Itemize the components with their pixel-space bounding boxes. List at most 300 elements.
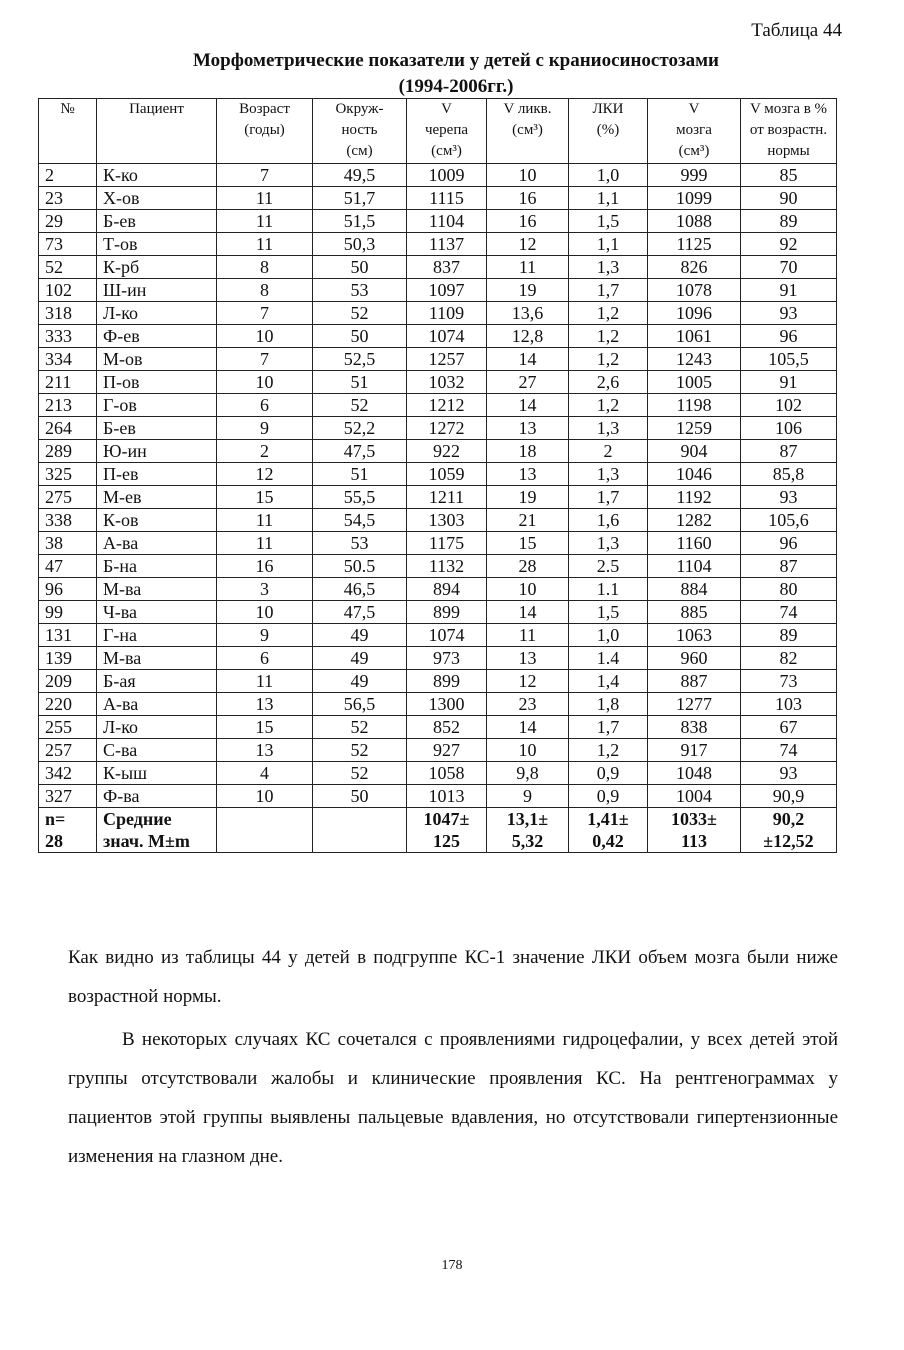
- table-cell: 1,7: [569, 279, 648, 302]
- table-cell: 10: [217, 601, 313, 624]
- totals-row: [39, 808, 837, 853]
- table-cell: 6: [217, 394, 313, 417]
- table-cell: 85: [741, 164, 837, 187]
- header-cell: [39, 99, 97, 164]
- totals-cell-line: 1047±: [423, 809, 470, 829]
- header-cell-line: №: [60, 101, 75, 117]
- table-cell: 16: [487, 210, 569, 233]
- table-row: [39, 716, 837, 739]
- header-cell-line: (годы): [244, 122, 285, 138]
- totals-cell: [569, 808, 648, 853]
- table-cell: 1,3: [569, 256, 648, 279]
- table-cell: 12: [487, 233, 569, 256]
- table-cell: К-ов: [97, 509, 217, 532]
- table-cell: 1,2: [569, 325, 648, 348]
- table-title: [38, 48, 874, 100]
- table-cell: 50.5: [313, 555, 407, 578]
- table-cell: 10: [487, 739, 569, 762]
- table-cell: М-ов: [97, 348, 217, 371]
- table-cell: 29: [39, 210, 97, 233]
- table-cell: 99: [39, 601, 97, 624]
- header-cell-line: черепа: [424, 122, 469, 138]
- table-cell: Т-ов: [97, 233, 217, 256]
- table-cell: 1257: [407, 348, 487, 371]
- table-cell: 10: [217, 785, 313, 808]
- table-cell: 14: [487, 601, 569, 624]
- table-row: [39, 440, 837, 463]
- header-cell: [407, 99, 487, 164]
- totals-cell-line: 1,41±: [587, 809, 629, 829]
- table-cell: Г-ов: [97, 394, 217, 417]
- table-cell: 51,5: [313, 210, 407, 233]
- table-cell: 2: [569, 440, 648, 463]
- table-cell: 904: [648, 440, 741, 463]
- table-cell: 1058: [407, 762, 487, 785]
- header-cell: [313, 99, 407, 164]
- table-cell: 1074: [407, 325, 487, 348]
- table-row: [39, 647, 837, 670]
- table-cell: 837: [407, 256, 487, 279]
- table-cell: 1212: [407, 394, 487, 417]
- table-cell: 8: [217, 256, 313, 279]
- table-cell: 1272: [407, 417, 487, 440]
- table-cell: Г-на: [97, 624, 217, 647]
- table-cell: 52: [313, 302, 407, 325]
- table-row: [39, 670, 837, 693]
- table-cell: 1074: [407, 624, 487, 647]
- table-cell: 325: [39, 463, 97, 486]
- table-cell: 973: [407, 647, 487, 670]
- table-cell: 1004: [648, 785, 741, 808]
- header-cell-line: Пациент: [129, 101, 184, 117]
- table-cell: 11: [487, 256, 569, 279]
- morphometric-table: [38, 98, 837, 853]
- totals-cell-line: n=: [45, 809, 66, 829]
- header-cell-line: (см³): [431, 143, 462, 159]
- header-cell-line: V: [688, 101, 700, 117]
- table-cell: 93: [741, 762, 837, 785]
- table-cell: 1096: [648, 302, 741, 325]
- table-cell: 74: [741, 739, 837, 762]
- table-cell: 50: [313, 325, 407, 348]
- table-cell: 14: [487, 348, 569, 371]
- table-cell: 13: [217, 693, 313, 716]
- table-cell: 51: [313, 371, 407, 394]
- table-title-line-1: Морфометрические показатели у детей с краниосиностозами: [193, 50, 719, 71]
- table-cell: 70: [741, 256, 837, 279]
- table-cell: 333: [39, 325, 97, 348]
- table-cell: 211: [39, 371, 97, 394]
- table-cell: 49: [313, 647, 407, 670]
- table-cell: 899: [407, 601, 487, 624]
- table-cell: 92: [741, 233, 837, 256]
- header-cell-line: Окруж-: [335, 101, 384, 117]
- table-cell: 90,9: [741, 785, 837, 808]
- totals-cell-line: 0,42: [592, 831, 624, 851]
- table-cell: Б-ев: [97, 417, 217, 440]
- table-cell: 47,5: [313, 601, 407, 624]
- table-cell: 139: [39, 647, 97, 670]
- table-cell: 1,0: [569, 164, 648, 187]
- table-row: [39, 302, 837, 325]
- table-cell: 91: [741, 371, 837, 394]
- table-cell: 131: [39, 624, 97, 647]
- header-cell-line: V ликв.: [503, 101, 552, 117]
- table-cell: 10: [217, 325, 313, 348]
- table-cell: 209: [39, 670, 97, 693]
- table-cell: 1.4: [569, 647, 648, 670]
- table-row: [39, 762, 837, 785]
- table-cell: 1104: [407, 210, 487, 233]
- table-cell: 1,4: [569, 670, 648, 693]
- table-cell: 16: [487, 187, 569, 210]
- table-cell: Б-на: [97, 555, 217, 578]
- table-cell: 6: [217, 647, 313, 670]
- table-row: [39, 348, 837, 371]
- table-cell: 1,3: [569, 417, 648, 440]
- table-row: [39, 601, 837, 624]
- table-cell: 53: [313, 279, 407, 302]
- table-cell: 1032: [407, 371, 487, 394]
- table-cell: 93: [741, 302, 837, 325]
- table-cell: 1013: [407, 785, 487, 808]
- table-cell: 50,3: [313, 233, 407, 256]
- header-cell-line: от возрастн.: [749, 122, 828, 138]
- table-cell: 16: [217, 555, 313, 578]
- table-cell: 10: [487, 578, 569, 601]
- table-cell: 1.1: [569, 578, 648, 601]
- table-cell: 960: [648, 647, 741, 670]
- table-cell: 15: [487, 532, 569, 555]
- table-row: [39, 210, 837, 233]
- table-cell: 922: [407, 440, 487, 463]
- table-cell: 0,9: [569, 785, 648, 808]
- table-cell: 220: [39, 693, 97, 716]
- table-cell: 13: [487, 417, 569, 440]
- table-cell: 1,6: [569, 509, 648, 532]
- table-cell: 54,5: [313, 509, 407, 532]
- table-cell: 1,5: [569, 210, 648, 233]
- totals-cell-line: 13,1±: [506, 809, 549, 829]
- totals-cell-line: 1033±: [671, 809, 717, 829]
- table-cell: 1,5: [569, 601, 648, 624]
- totals-cell-line: 125: [433, 831, 460, 851]
- table-cell: 927: [407, 739, 487, 762]
- table-cell: 105,6: [741, 509, 837, 532]
- table-cell: 82: [741, 647, 837, 670]
- table-cell: 894: [407, 578, 487, 601]
- table-cell: Ф-ва: [97, 785, 217, 808]
- table-cell: 1063: [648, 624, 741, 647]
- table-row: [39, 371, 837, 394]
- header-cell-line: V мозга в %: [749, 101, 828, 117]
- table-cell: М-ев: [97, 486, 217, 509]
- table-cell: 1,8: [569, 693, 648, 716]
- table-cell: 1099: [648, 187, 741, 210]
- table-cell: 49,5: [313, 164, 407, 187]
- table-title-line-2: (1994-2006гг.): [398, 76, 514, 97]
- table-cell: 1048: [648, 762, 741, 785]
- table-cell: 1,7: [569, 486, 648, 509]
- table-cell: А-ва: [97, 693, 217, 716]
- table-cell: 8: [217, 279, 313, 302]
- table-row: [39, 256, 837, 279]
- table-cell: 52: [313, 394, 407, 417]
- table-cell: 3: [217, 578, 313, 601]
- table-cell: 46,5: [313, 578, 407, 601]
- table-cell: 1198: [648, 394, 741, 417]
- table-cell: 342: [39, 762, 97, 785]
- table-cell: 1303: [407, 509, 487, 532]
- table-cell: 19: [487, 279, 569, 302]
- page-number: 178: [441, 1258, 463, 1273]
- table-cell: К-рб: [97, 256, 217, 279]
- totals-cell: [407, 808, 487, 853]
- table-cell: 52: [39, 256, 97, 279]
- table-cell: 1243: [648, 348, 741, 371]
- table-cell: 102: [39, 279, 97, 302]
- table-row: [39, 394, 837, 417]
- header-cell-line: мозга: [676, 122, 712, 138]
- table-cell: 1,1: [569, 233, 648, 256]
- table-cell: 852: [407, 716, 487, 739]
- paragraph-2: В некоторых случаях КС сочетался с проявлениями гидроцефалии, у всех детей этой группы отсутствовали жалобы и клинические проявления КС. На рентгенограммах у пациентов этой группы выявлены пальцевые вдавления, но отсутствовали гипертензионные изменения на глазном дне.: [68, 1029, 838, 1167]
- table-cell: 1211: [407, 486, 487, 509]
- totals-cell: [97, 808, 217, 853]
- table-cell: Б-ев: [97, 210, 217, 233]
- table-row: [39, 233, 837, 256]
- table-cell: Л-ко: [97, 716, 217, 739]
- table-cell: 73: [39, 233, 97, 256]
- table-row: [39, 325, 837, 348]
- table-cell: 887: [648, 670, 741, 693]
- table-cell: 264: [39, 417, 97, 440]
- table-cell: 9: [217, 624, 313, 647]
- table-row: [39, 164, 837, 187]
- table-cell: 1259: [648, 417, 741, 440]
- table-cell: 1059: [407, 463, 487, 486]
- table-cell: М-ва: [97, 578, 217, 601]
- table-cell: 11: [217, 670, 313, 693]
- table-cell: 1160: [648, 532, 741, 555]
- table-cell: 13: [487, 463, 569, 486]
- table-cell: 27: [487, 371, 569, 394]
- table-cell: 90: [741, 187, 837, 210]
- table-cell: 1061: [648, 325, 741, 348]
- table-cell: 1009: [407, 164, 487, 187]
- table-cell: 10: [487, 164, 569, 187]
- table-cell: 89: [741, 210, 837, 233]
- totals-cell: [39, 808, 97, 853]
- table-cell: 9: [217, 417, 313, 440]
- table-cell: 1115: [407, 187, 487, 210]
- table-cell: 14: [487, 716, 569, 739]
- table-row: [39, 578, 837, 601]
- table-cell: 19: [487, 486, 569, 509]
- table-cell: 1,7: [569, 716, 648, 739]
- header-cell: [569, 99, 648, 164]
- table-cell: 11: [217, 532, 313, 555]
- table-cell: 1,1: [569, 187, 648, 210]
- totals-cell-line: 113: [680, 831, 707, 851]
- table-body: [39, 164, 837, 853]
- header-cell-line: нормы: [767, 143, 810, 159]
- table-cell: 1175: [407, 532, 487, 555]
- table-cell: 885: [648, 601, 741, 624]
- table-cell: 11: [217, 233, 313, 256]
- table-cell: 85,8: [741, 463, 837, 486]
- table-cell: Ч-ва: [97, 601, 217, 624]
- table-cell: 1005: [648, 371, 741, 394]
- table-cell: 12,8: [487, 325, 569, 348]
- table-cell: 275: [39, 486, 97, 509]
- table-cell: К-ко: [97, 164, 217, 187]
- header-cell-line: ность: [341, 122, 378, 138]
- header-cell: [487, 99, 569, 164]
- table-cell: А-ва: [97, 532, 217, 555]
- table-cell: 1,2: [569, 348, 648, 371]
- table-cell: 327: [39, 785, 97, 808]
- table-cell: 2,6: [569, 371, 648, 394]
- table-cell: 21: [487, 509, 569, 532]
- table-cell: 12: [487, 670, 569, 693]
- table-row: [39, 532, 837, 555]
- table-cell: 7: [217, 302, 313, 325]
- header-cell-line: (см): [346, 143, 373, 159]
- table-cell: 1097: [407, 279, 487, 302]
- table-cell: 15: [217, 486, 313, 509]
- totals-cell: [313, 808, 407, 853]
- table-cell: 51: [313, 463, 407, 486]
- table-cell: 106: [741, 417, 837, 440]
- table-cell: 917: [648, 739, 741, 762]
- table-cell: 1,2: [569, 394, 648, 417]
- table-cell: 51,7: [313, 187, 407, 210]
- table-cell: 102: [741, 394, 837, 417]
- header-cell: [217, 99, 313, 164]
- table-cell: 105,5: [741, 348, 837, 371]
- table-cell: 52: [313, 739, 407, 762]
- table-cell: 338: [39, 509, 97, 532]
- table-cell: 50: [313, 256, 407, 279]
- table-cell: 11: [217, 187, 313, 210]
- table-cell: 89: [741, 624, 837, 647]
- table-cell: 1132: [407, 555, 487, 578]
- table-cell: 96: [39, 578, 97, 601]
- header-cell-line: ЛКИ: [592, 101, 624, 117]
- table-row: [39, 555, 837, 578]
- table-cell: П-ев: [97, 463, 217, 486]
- table-cell: Л-ко: [97, 302, 217, 325]
- table-cell: 1277: [648, 693, 741, 716]
- table-cell: 7: [217, 348, 313, 371]
- table-cell: 53: [313, 532, 407, 555]
- totals-cell-line: 5,32: [511, 831, 544, 851]
- table-cell: 13: [487, 647, 569, 670]
- header-cell: [648, 99, 741, 164]
- table-cell: 1,3: [569, 463, 648, 486]
- table-cell: 14: [487, 394, 569, 417]
- table-cell: 1,3: [569, 532, 648, 555]
- table-cell: 884: [648, 578, 741, 601]
- totals-cell: [217, 808, 313, 853]
- table-cell: 334: [39, 348, 97, 371]
- totals-cell-line: 90,2: [772, 809, 805, 829]
- table-cell: 11: [217, 509, 313, 532]
- table-cell: 93: [741, 486, 837, 509]
- table-cell: 12: [217, 463, 313, 486]
- table-cell: 47,5: [313, 440, 407, 463]
- table-cell: 1137: [407, 233, 487, 256]
- table-cell: 18: [487, 440, 569, 463]
- table-cell: 38: [39, 532, 97, 555]
- table-label: Таблица 44: [751, 20, 842, 41]
- table-cell: 2.5: [569, 555, 648, 578]
- table-cell: Б-ая: [97, 670, 217, 693]
- table-cell: 1088: [648, 210, 741, 233]
- table-cell: К-ыш: [97, 762, 217, 785]
- table-cell: М-ва: [97, 647, 217, 670]
- table-cell: 87: [741, 440, 837, 463]
- table-row: [39, 187, 837, 210]
- table-cell: Ю-ин: [97, 440, 217, 463]
- table-cell: 52: [313, 762, 407, 785]
- header-cell: [741, 99, 837, 164]
- table-cell: 52,2: [313, 417, 407, 440]
- table-cell: 15: [217, 716, 313, 739]
- table-row: [39, 785, 837, 808]
- totals-cell: [648, 808, 741, 853]
- table-cell: 255: [39, 716, 97, 739]
- table-cell: 1078: [648, 279, 741, 302]
- table-cell: 7: [217, 164, 313, 187]
- totals-cell: [487, 808, 569, 853]
- table-cell: 50: [313, 785, 407, 808]
- table-cell: 55,5: [313, 486, 407, 509]
- table-row: [39, 693, 837, 716]
- table-cell: 11: [217, 210, 313, 233]
- table-cell: 67: [741, 716, 837, 739]
- totals-cell-line: знач. M±m: [103, 831, 190, 851]
- totals-cell-line: ±12,52: [763, 831, 814, 851]
- header-cell-line: V: [441, 101, 452, 117]
- table-cell: 1,2: [569, 739, 648, 762]
- table-cell: 23: [487, 693, 569, 716]
- table-cell: 2: [39, 164, 97, 187]
- table-cell: 4: [217, 762, 313, 785]
- table-cell: 73: [741, 670, 837, 693]
- header-row: [39, 99, 837, 164]
- table-cell: 9: [487, 785, 569, 808]
- table-cell: 999: [648, 164, 741, 187]
- table-cell: 1125: [648, 233, 741, 256]
- header-cell-line: (%): [596, 122, 620, 138]
- header-cell-line: Возраст: [239, 101, 290, 117]
- table-cell: 49: [313, 624, 407, 647]
- table-cell: 49: [313, 670, 407, 693]
- table-cell: 1109: [407, 302, 487, 325]
- table-cell: 1046: [648, 463, 741, 486]
- table-cell: 23: [39, 187, 97, 210]
- table-cell: С-ва: [97, 739, 217, 762]
- header-cell: [97, 99, 217, 164]
- table-cell: 0,9: [569, 762, 648, 785]
- table-cell: 13: [217, 739, 313, 762]
- table-cell: 13,6: [487, 302, 569, 325]
- table-cell: 56,5: [313, 693, 407, 716]
- table-cell: 1192: [648, 486, 741, 509]
- table-cell: 52,5: [313, 348, 407, 371]
